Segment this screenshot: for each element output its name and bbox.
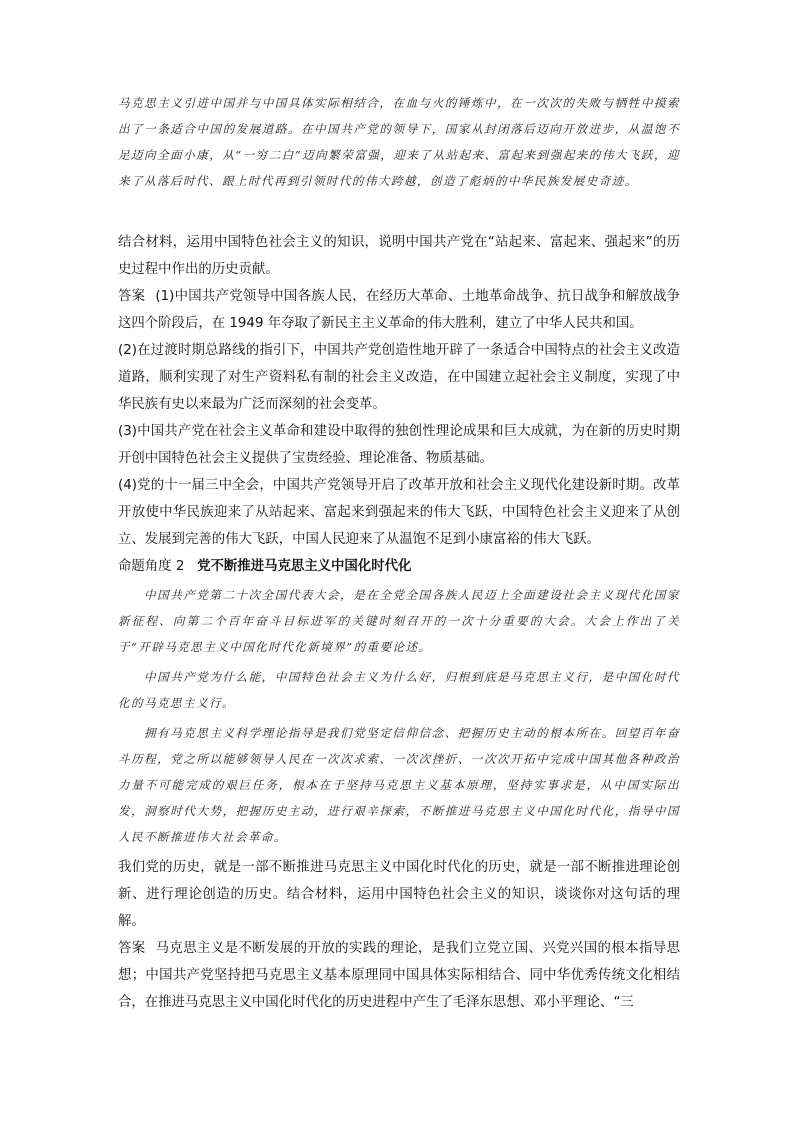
answer-1-item-1: 答案 (1)中国共产党领导中国各族人民，在经历大革命、土地革命战争、抗日战争和解放战争这四个阶段后，在 1949 年夺取了新民主主义革命的伟大胜利，建立了中华人民共和国。	[118, 289, 681, 331]
answer-2-label: 答案	[118, 941, 146, 956]
question-1-text: 结合材料，运用中国特色社会主义的知识，说明中国共产党在“站起来、富起来、强起来”的历史过程中作出的历史贡献。	[118, 235, 680, 277]
answer-2-text: 答案 马克思主义是不断发展的开放的实践的理论，是我们立党立国、兴党兴国的根本指导思想；中国共产党坚持把马克思主义基本原理同中国具体实际相结合、同中华优秀传统文化相结合，在推进马克思主义中国化时代化的历史进程中产生了毛泽东思想、邓小平理论、“三	[118, 941, 681, 1010]
answer-1	[118, 283, 680, 553]
section-heading	[118, 553, 680, 580]
answer-1-item-4: (4)党的十一届三中全会，中国共产党领导开启了改革开放和社会主义现代化建设新时期。改革开放使中华民族迎来了从站起来、富起来到强起来的伟大飞跃，中国特色社会主义迎来了从创立、发展到完善的伟大飞跃，中国人民迎来了从温饱不足到小康富裕的伟大飞跃。	[118, 478, 680, 547]
question-2	[118, 854, 680, 935]
section-label: 命题角度 2	[118, 559, 185, 574]
answer-1-item-2: (2)在过渡时期总路线的指引下，中国共产党创造性地开辟了一条适合中国特点的社会主义改造道路，顺利实现了对生产资料私有制的社会主义改造，在中国建立起社会主义制度，实现了中华民族有史以来最为广泛而深刻的社会变革。	[118, 343, 680, 412]
answer-label: 答案	[118, 289, 146, 304]
material-2-para-3: 拥有马克思主义科学理论指导是我们党坚定信仰信念、把握历史主动的根本所在。回望百年奋斗历程，党之所以能够领导人民在一次次求索、一次次挫折、一次次开拓中完成中国其他各种政治力量不可能完成的艰巨任务，根本在于坚持马克思主义基本原理，坚持实事求是，从中国实际出发，洞察时代大势，把握历史主动，进行艰辛探索，不断推进马克思主义中国化时代化，指导中国人民不断推进伟大社会革命。	[118, 726, 680, 844]
answer-2	[118, 935, 680, 1016]
answer-1-item-3: (3)中国共产党在社会主义革命和建设中取得的独创性理论成果和巨大成就，为在新的历史时期开创中国特色社会主义提供了宝贵经验、理论准备、物质基础。	[118, 424, 680, 466]
section-title: 党不断推进马克思主义中国化时代化	[197, 559, 412, 574]
material-2-para-2: 中国共产党为什么能，中国特色社会主义为什么好，归根到底是马克思主义行，是中国化时代化的马克思主义行。	[118, 670, 680, 710]
question-1	[118, 229, 680, 283]
material-1	[118, 90, 680, 194]
material-2-para-1: 中国共产党第二十次全国代表大会，是在全党全国各族人民迈上全面建设社会主义现代化国家新征程、向第二个百年奋斗目标进军的关键时刻召开的一次十分重要的大会。大会上作出了关于“开辟马克思主义中国化时代化新境界”的重要论述。	[118, 588, 680, 654]
question-2-text: 我们党的历史，就是一部不断推进马克思主义中国化时代化的历史，就是一部不断推进理论创新、进行理论创造的历史。结合材料，运用中国特色社会主义的知识，谈谈你对这句话的理解。	[118, 860, 680, 929]
material-1-text: 马克思主义引进中国并与中国具体实际相结合，在血与火的锤炼中，在一次次的失败与牺牲中摸索出了一条适合中国的发展道路。在中国共产党的领导下，国家从封闭落后迈向开放进步，从温饱不足迈向全面小康，从“一穷二白”迈向繁荣富强，迎来了从站起来、富起来到强起来的伟大飞跃，迎来了从落后时代、跟上时代再到引领时代的伟大跨越，创造了彪炳的中华民族发展史奇迹。	[118, 96, 680, 188]
material-2	[118, 582, 680, 850]
